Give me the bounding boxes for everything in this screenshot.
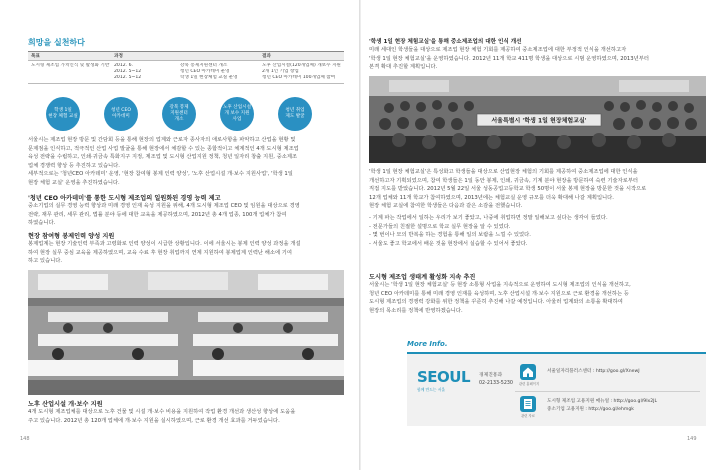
program-circles xyxy=(46,97,336,131)
quote-line: - 서울도 좋고 학교에서 배운 것을 현장에서 실습할 수 있어서 좋았다. xyxy=(369,240,528,247)
text-line: 개선하고자 기획되었으며, 참여 학생들은 1일 동안 봉제, 인쇄, 귀금속, 기계 분야 현장을 방문하여 숙련 기술자로부터 xyxy=(369,177,639,184)
text-line: 육성 전략을 수립하고, 인쇄·귀금속 특화지구 지정, 제조업 및 도시형 산업지원 정책, 청년 일자리 창출 지원, 중소제조 xyxy=(28,154,298,161)
photo-banner-text: 서울특별시 '학생 1일 현장체험교실' xyxy=(491,117,587,125)
subheading-facility-repair: 노후 산업시설 개·보수 지원 xyxy=(28,401,103,408)
process-text: 강북 봉제지원센터 개소 xyxy=(180,63,228,68)
link-line[interactable]: 도시형 제조업 고용지원 매뉴얼 : http://goo.gl/9Ix2JL xyxy=(547,399,658,404)
circle-label: 노후 산업시설 xyxy=(222,105,252,110)
text-line: 4개 도시형 제조업체를 대상으로 노후 건물 및 시설 개·보수 비용을 지원하여 작업 환경 개선과 생산성 향상에 도움을 xyxy=(28,409,296,415)
more-info-box xyxy=(407,352,706,426)
period-text: 2012. 5~12 xyxy=(114,75,142,80)
circle-label: 학생 1일 xyxy=(54,108,72,113)
circle-label: 제도 발굴 xyxy=(285,114,305,119)
text-line: '학생 1일 현장 체험교실'을 운영하였습니다. 2012년 11개 학교 411명 학생을 대상으로 시범 운영하였으며, 2013년부터 xyxy=(369,55,650,62)
goal-text: 도시형 제조업 가치인식 및 활성화 기반 xyxy=(31,63,110,68)
circle-label: 청년 취업 xyxy=(285,108,305,113)
header-goal: 목표 xyxy=(31,54,40,59)
classroom-photo xyxy=(28,270,344,395)
ecosystem-paragraph xyxy=(369,281,711,315)
page-number-right: 149 xyxy=(687,436,697,442)
right-page-title: '학생 1일 현장 체험교실'을 통해 중소제조업의 대한 인식 개선 xyxy=(369,39,522,45)
text-line: 현장 체험 교실' 운영을 추진하였습니다. xyxy=(28,179,120,186)
result-text: 2개 1인 기업 창업 xyxy=(262,69,299,74)
cell-period xyxy=(114,63,180,81)
department-contact xyxy=(479,372,513,387)
icon-caption: 관련 홈페이지 xyxy=(519,382,540,386)
text-line: '학생 1일 현장 체험교실'은 특성화고 학생들을 대상으로 산업현장 체험의 기회를 제공하여 중소제조업에 대한 인식을 xyxy=(369,169,638,175)
sewing-training-paragraph xyxy=(28,240,346,266)
circle-label: 청년 CEO xyxy=(110,108,132,113)
text-line: 직접 지도를 받았습니다. 2012년 5월 22일 서울 성동공업고등학교 학생 50명이 서울 봉제 현장을 방문한 것을 시작으로 xyxy=(369,186,647,193)
period-text: 2012. 5~12 xyxy=(114,69,142,74)
circle-student-experience xyxy=(46,97,80,131)
quote-line: - 몇 번이나 모의 반복을 하는 경험을 통해 일의 보람을 느낄 수 있었다. xyxy=(369,232,531,239)
department-phone: 02-2133-5230 xyxy=(479,380,513,386)
seoul-logo xyxy=(417,368,477,408)
text-line: 본격 확대 추진할 계획입니다. xyxy=(369,64,438,71)
facility-repair-paragraph xyxy=(28,408,346,425)
header-result: 결과 xyxy=(262,54,271,59)
circle-sewing-center xyxy=(162,97,196,131)
program-table xyxy=(28,51,344,84)
link-line[interactable]: 서울일자리플러스센터 : http://goo.gl/XnewJ xyxy=(547,369,640,374)
intro-paragraph xyxy=(28,136,346,188)
logo-slogan: 함께 만드는 서울 xyxy=(417,387,446,392)
text-line: 현장의 목소리를 정책에 반영하겠습니다. xyxy=(369,307,463,314)
text-line: 문제점을 인식하고, 적극적인 산업 사업 발굴을 통해 현장에서 체감할 수 있는 종합적이고 체계적인 4개 도시형 제조업 xyxy=(28,145,299,152)
page-number-left: 148 xyxy=(20,436,30,442)
group-photo xyxy=(369,76,706,163)
homepage-links xyxy=(547,368,640,376)
section-title: 희망을 실천하다 xyxy=(28,38,85,47)
circle-ceo-academy xyxy=(104,97,138,131)
cell-result xyxy=(262,63,344,81)
text-line: 청년 CEO 아카데미를 통해 미래 경영 인재를 육성하며, 노후 산업시설 개·보수 지원으로 근로 환경을 개선하는 등 xyxy=(369,290,629,297)
result-text: 청년 CEO 아카데미 100개업체 참여 xyxy=(262,75,336,80)
circle-label: 강북 봉제 xyxy=(169,105,189,110)
logo-wordmark: SEOUL xyxy=(417,368,471,386)
subheading-ecosystem: 도시형 제조업 생태계 활성화 지속 추진 xyxy=(369,274,476,281)
more-info-label: More Info. xyxy=(407,340,448,348)
text-line: 주고 있습니다. 2012년 총 120개 업체에 개·보수 지원을 실시하였으며, 근로 환경 개선 효과를 거두었습니다. xyxy=(28,417,280,424)
result-text: 노후 산업시설(120개업체) 개보수 지원 xyxy=(262,63,341,68)
right-page xyxy=(361,0,720,470)
text-line: 하였습니다. xyxy=(28,220,56,227)
link-line[interactable]: 중소기업 고용지원 : http://goo.gl/ehmgk xyxy=(547,406,634,412)
homepage-icon-block xyxy=(519,364,540,386)
info-divider xyxy=(515,391,700,392)
classroom-photo-image xyxy=(28,270,344,395)
subheading-sewing-training: 현장 참여형 봉제인력 양성 지원 xyxy=(28,233,115,240)
text-line: 전략, 재무 관리, 세무 관리, 법률 분야 등에 대한 교육을 제공하였으며, 2012년 총 4개 업종, 100개 업체가 참여 xyxy=(28,211,287,218)
text-line: 업체 경쟁력 향상 등 추진하고 있습니다. xyxy=(28,162,120,169)
circle-label: 아카데미 xyxy=(112,114,130,119)
document-icon xyxy=(520,396,536,412)
subheading-ceo-academy: '청년 CEO 아카데미'를 통한 도시형 제조업의 일원화된 경영 능력 제고 xyxy=(28,195,221,202)
period-text: 2012. 6. xyxy=(114,63,133,68)
text-line: 봉제업계는 현장 기술인력 부족과 고령화로 인력 양성이 시급한 상황입니다. 이에 서울시는 봉제 인력 양성 과정을 개설 xyxy=(28,241,301,247)
header-process: 과정 xyxy=(114,54,123,59)
circle-label: 현장 체험 교실 xyxy=(48,114,78,119)
ceo-academy-paragraph xyxy=(28,202,346,228)
circle-label: 개소 xyxy=(174,117,184,122)
circle-youth-jobs xyxy=(278,97,312,131)
text-line: 하여 현장 실무 중심 교육을 제공하였으며, 교육 수료 후 현장 취업까지 연계 지원하여 봉제업계 인력난 해소에 기여 xyxy=(28,249,292,256)
home-icon xyxy=(520,364,536,380)
document-links xyxy=(547,398,657,413)
quote-line: - 전문가들의 친절한 설명으로 학교 실무 현장을 알 수 있었다. xyxy=(369,223,511,230)
table-header xyxy=(28,52,344,61)
text-line: 현장 체험 교실에 참여한 학생들은 다음과 같은 소감을 전했습니다. xyxy=(369,203,523,210)
document-icon-block xyxy=(519,396,537,418)
process-text: 청년 CEO 아카데미 운영 xyxy=(180,69,230,74)
text-line: 서울시는 '학생 1일 현장 체험교실' 등 현장 소통형 사업을 지속적으로 운영하여 도시형 제조업의 인식을 개선하고, xyxy=(369,282,631,288)
student-quotes xyxy=(369,214,711,248)
department-name: 경제진흥과 xyxy=(479,373,503,378)
circle-label: 지원센터 xyxy=(170,111,188,116)
icon-caption: 관련 자료 xyxy=(521,414,535,418)
cell-process xyxy=(180,63,262,81)
process-text: 학생 1일 현장체험 교실 운영 xyxy=(180,75,238,80)
experience-intro-paragraph xyxy=(369,46,709,72)
circle-label: 개 보수 지원 xyxy=(224,111,250,116)
text-line: 중소기업의 실무 경영 능력 향상과 미래 경영 인재 육성 지원을 위해, 4개 도시형 제조업 CEO 및 임원을 대상으로 경영 xyxy=(28,203,300,209)
circle-facility-repair xyxy=(220,97,254,131)
experience-detail-paragraph xyxy=(369,168,711,211)
text-line: 서울시는 제조업 현장 방문 및 간담회 등을 통해 현장의 업계와 근로자 종사자의 애로사항을 파악하고 산업을 현황 및 xyxy=(28,137,296,143)
group-photo-image xyxy=(369,76,706,163)
table-row xyxy=(28,61,344,83)
text-line: 미래 세대인 학생들을 대상으로 제조업 현장 체험 기회를 제공하여 중소제조업에 대한 부정적 인식을 개선하고자 xyxy=(369,47,627,53)
text-line: 12개 업체와 11개 학교가 참여하였으며, 2013년에는 체험교실 운영 규모를 더욱 확대해 나갈 계획입니다. xyxy=(369,194,614,201)
cell-goal xyxy=(28,63,114,81)
text-line: 도시형 제조업의 경쟁력 강화를 위한 정책을 꾸준히 추진해 나갈 예정입니다. 아울러 업계와의 소통을 확대하여 xyxy=(369,299,623,306)
quote-line: - 기계 파는 작업에서 일하는 우리가 보기 좋았고, 나중에 취업하면 정말 일해보고 싶다는 생각이 들었다. xyxy=(369,215,608,221)
circle-label: 사업 xyxy=(232,117,242,122)
text-line: 하고 있습니다. xyxy=(28,258,63,265)
text-line: 세부적으로는 '청년CEO 아카데미' 운영, '현장 참여형 봉제 인력 양성', '노후 산업시설 개·보수 지원사업', '학생 1일 xyxy=(28,171,293,178)
